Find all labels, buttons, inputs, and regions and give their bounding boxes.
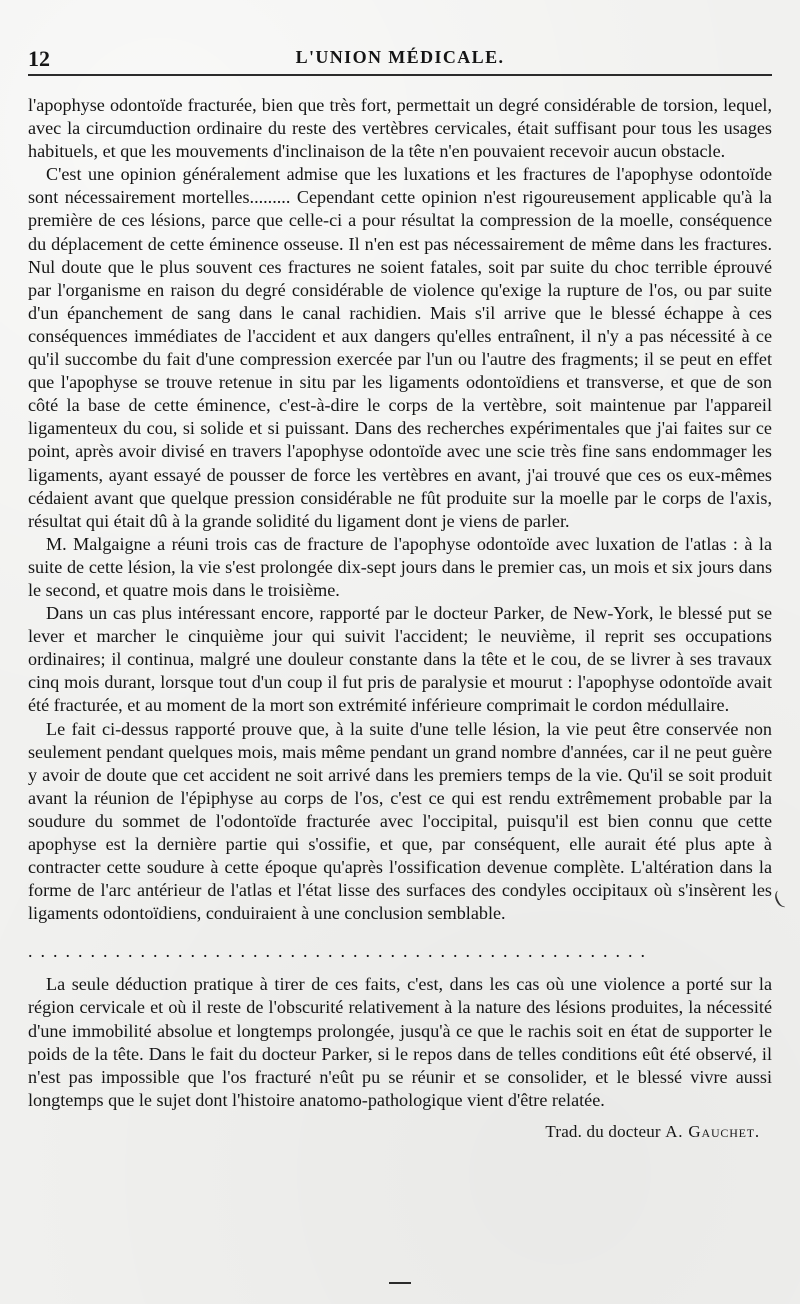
footer-rule	[389, 1282, 411, 1284]
margin-mark: (	[770, 887, 787, 911]
paragraph-closing: La seule déduction pratique à tirer de ces faits, c'est, dans les cas où une violence a porté sur la région cervicale et où il reste de l'obscurité relativement à la nature des lésions produites, la nécessité d'une immobilité absolue et longtemps prolongée, jusqu'à ce que le rachis soit en état de supporter le poids de la tête. Dans le fait du docteur Parker, si le repos dans de telles conditions eût été observé, il n'est pas impossible que l'os fracturé n'eût pu se réunir et se consolider, et le blessé vivre aussi longtemps que le sujet dont l'histoire anatomo-pathologique vient d'être relatée.	[28, 974, 772, 1110]
paragraph: Le fait ci-dessus rapporté prouve que, à la suite d'une telle lésion, la vie peut être conservée non seulement pendant quelques mois, mais même pendant un grand nombre d'années, car il ne peut guère y avoir de doute que cet accident ne soit arrivé dans les premiers temps de la vie. Qu'il se soit produit avant la réunion de l'épiphyse au corps de l'os, c'est ce qui est rendu extrêmement probable par la soudure du sommet de l'odontoïde fracturée avec l'occipital, puisqu'il est bien connu que cette apophyse est la dernière partie qui s'ossifie, et que, par conséquent, elle aurait été plus apte à contracter cette soudure à cette époque qu'après l'ossification devenue complète. L'altération dans la forme de l'arc antérieur de l'atlas et l'état lisse des surfaces des condyles occipitaux où s'insèrent les ligaments odontoïdiens, conduiraient à une conclusion semblable.	[28, 718, 772, 924]
page-header	[28, 46, 772, 76]
page-number: 12	[28, 46, 50, 71]
article-body	[28, 94, 772, 1234]
ellipsis-separator: ..................................................	[28, 941, 653, 962]
translator-signature	[28, 1120, 772, 1143]
running-head: L'UNION MÉDICALE.	[295, 47, 505, 67]
paragraph: l'apophyse odontoïde fracturée, bien que très fort, permettait un degré considérable de torsion, lequel, avec la circumduction ordinaire du reste des vertèbres cervicales, était suffisant pour tous les usages habituels, et que les mouvements d'inclinaison de la tête n'en pouvaient recevoir aucun obstacle.	[28, 95, 772, 162]
signature-name: A. Gauchet.	[665, 1121, 760, 1141]
signature-prefix: Trad. du docteur	[545, 1121, 661, 1141]
paragraph: M. Malgaigne a réuni trois cas de fracture de l'apophyse odontoïde avec luxation de l'atlas : à la suite de cette lésion, la vie s'est prolongée dix-sept jours dans le premier cas, un mois et six jours dans le second, et quatre mois dans le troisième.	[28, 533, 772, 600]
paragraph: C'est une opinion généralement admise que les luxations et les fractures de l'apophyse odontoïde sont nécessairement mortelles......... Cependant cette opinion n'est rigoureusement applicable qu'à la première de ces lésions, parce que celle-ci a pour résultat la compression de la moelle, conséquence du déplacement de cette éminence osseuse. Il n'en est pas nécessairement de même dans les fractures. Nul doute que le plus souvent ces fractures ne soient fatales, soit par suite du choc terrible éprouvé par l'organisme en raison du degré considérable de violence qu'exige la rupture de l'os, ou par suite d'un épanchement de sang dans le canal rachidien. Mais s'il arrive que le blessé échappe à ces conséquences immédiates de l'accident et aux dangers qu'elles entraînent, il n'y a pas nécessité à ce qu'il succombe du fait d'une compression exercée par l'un ou l'autre des fragments; il se peut en effet que l'apophyse se trouve retenue in situ par les ligaments odontoïdiens et transverse, et que de son côté la base de cette éminence, c'est-à-dire le corps de la vertèbre, soit maintenue par l'appareil ligamenteux du cou, si solide et si puissant. Dans des recherches expérimentales que j'ai faites sur ce point, après avoir divisé en travers l'apophyse odontoïde avec une scie très fine sans endommager les ligaments, ayant essayé de pousser de force les vertèbres en avant, j'ai trouvé que ces os eux-mêmes cédaient avant que quelque pression considérable ne fût produite sur la moelle par le corps de l'axis, résultat qui était dû à la grande solidité du ligament dont je viens de parler.	[28, 164, 772, 531]
paragraph: Dans un cas plus intéressant encore, rapporté par le docteur Parker, de New-York, le blessé put se lever et marcher le cinquième jour qui suivit l'accident; le neuvième, il reprit ses occupations ordinaires; il continua, malgré une douleur constante dans la tête et le cou, de se livrer à ses travaux cinq mois durant, lorsque tout d'un coup il fut pris de paralysie et mourut : l'apophyse odontoïde avait été fracturée, et au moment de la mort son extrémité inférieure comprimait le cordon médullaire.	[28, 603, 772, 716]
